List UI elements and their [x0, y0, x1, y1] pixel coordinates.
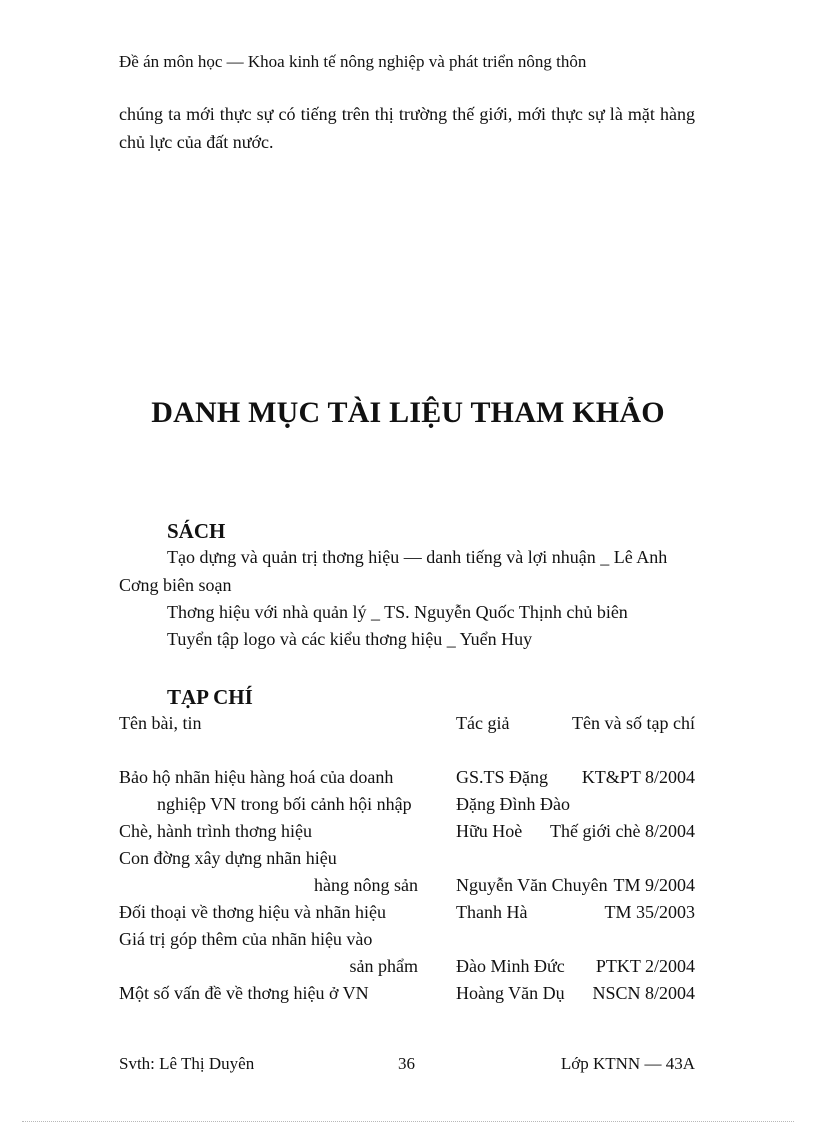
page-bottom-divider — [22, 1121, 794, 1122]
table-row-title: nghiệp VN trong bối cảnh hội nhập — [157, 794, 412, 814]
table-row-author: Đào Minh Đức — [456, 956, 565, 976]
book-item-1-line1: Tạo dựng và quản trị thơng hiệu — danh tiếng và lợi nhuận _ Lê Anh — [167, 547, 668, 567]
table-row-author: Nguyễn Văn Chuyên — [456, 875, 608, 895]
journals-heading: TẠP CHÍ — [167, 685, 253, 709]
intro-paragraph: chúng ta mới thực sự có tiếng trên thị trường thế giới, mới thực sự là mặt hàng chủ lực của đất nước. — [119, 104, 695, 152]
running-header: Đề án môn học — Khoa kinh tế nông nghiệp và phát triển nông thôn — [119, 52, 587, 71]
table-row-title: sản phẩm — [349, 956, 418, 976]
table-row-journal: NSCN 8/2004 — [592, 983, 695, 1003]
table-row-title: Con đờng xây dựng nhãn hiệu — [119, 848, 337, 868]
table-row-title: hàng nông sản — [314, 875, 418, 895]
table-row-title: Một số vấn đề về thơng hiệu ở VN — [119, 983, 369, 1003]
book-item-1-line2: Cơng biên soạn — [119, 575, 232, 595]
table-row-journal: PTKT 2/2004 — [595, 956, 695, 976]
page-number: 36 — [398, 1054, 415, 1073]
table-row-author: Thanh Hà — [456, 902, 528, 922]
table-row-title: Chè, hành trình thơng hiệu — [119, 821, 312, 841]
table-row-journal: Thế giới chè 8/2004 — [550, 821, 695, 841]
table-row-title: Giá trị góp thêm của nhãn hiệu vào — [119, 929, 373, 949]
book-item-2: Thơng hiệu với nhà quản lý _ TS. Nguyễn Quốc Thịnh chủ biên — [167, 602, 628, 622]
table-row-journal: KT&PT 8/2004 — [581, 767, 695, 787]
column-header-author: Tác giả — [456, 713, 510, 733]
table-row-journal: TM 35/2003 — [604, 902, 695, 922]
book-item-3: Tuyển tập logo và các kiểu thơng hiệu _ Yuển Huy — [167, 629, 533, 649]
references-title: DANH MỤC TÀI LIỆU THAM KHẢO — [151, 396, 665, 429]
table-row-author: Đặng Đình Đào — [456, 794, 570, 814]
table-row-journal: TM 9/2004 — [613, 875, 695, 895]
table-row-author: Hữu Hoè — [456, 821, 523, 841]
column-header-journal: Tên và số tạp chí — [572, 713, 695, 733]
footer-class: Lớp KTNN — 43A — [560, 1054, 695, 1073]
table-row-author: GS.TS Đặng — [456, 767, 549, 787]
footer-student: Svth: Lê Thị Duyên — [119, 1054, 255, 1073]
table-row-title: Bảo hộ nhãn hiệu hàng hoá của doanh — [119, 767, 394, 787]
table-row-author: Hoàng Văn Dụ — [456, 983, 565, 1003]
books-heading: SÁCH — [167, 519, 226, 543]
table-row-title: Đối thoại về thơng hiệu và nhãn hiệu — [119, 902, 386, 922]
column-header-title: Tên bài, tin — [119, 713, 202, 733]
